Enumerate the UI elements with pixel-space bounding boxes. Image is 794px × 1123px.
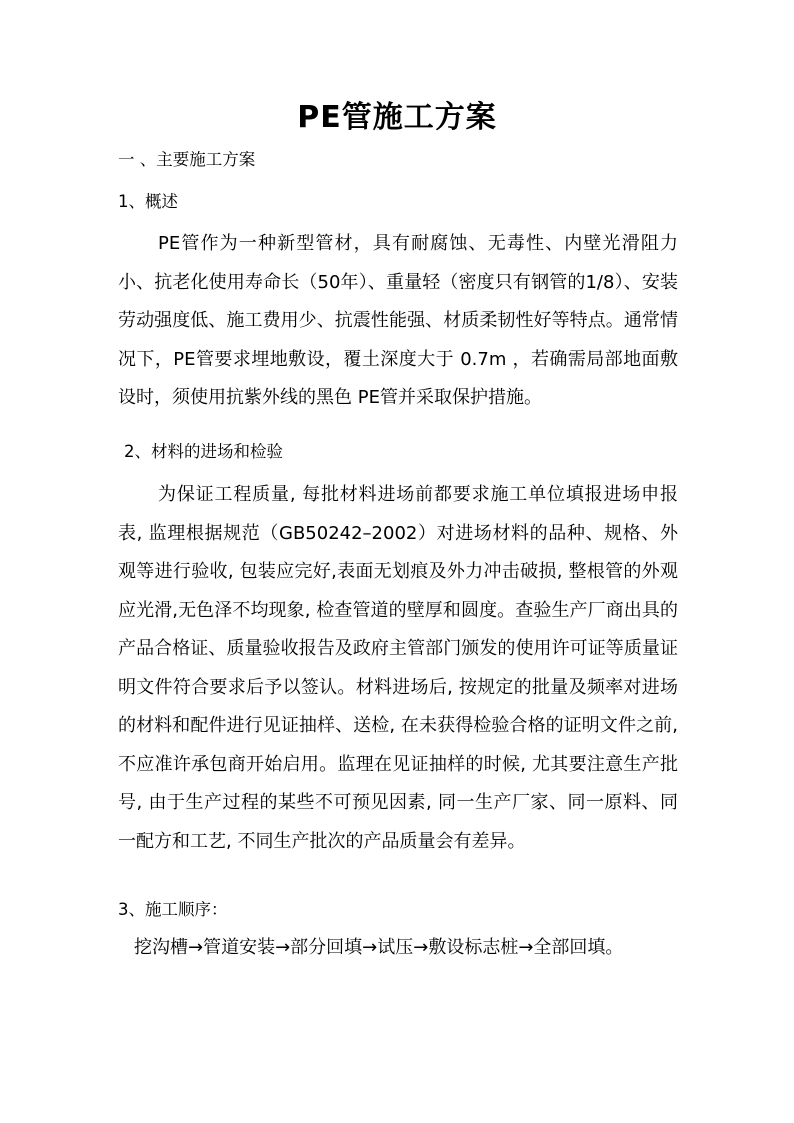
section-main-heading: 一 、主要施工方案 bbox=[118, 150, 256, 169]
construction-sequence: 挖沟槽→管道安装→部分回填→试压→敷设标志桩→全部回填。 bbox=[134, 937, 624, 958]
section-1-heading: 1、概述 bbox=[118, 192, 178, 211]
section-3-heading: 3、施工顺序： bbox=[118, 900, 228, 919]
document-title: PE管施工方案 bbox=[297, 100, 497, 135]
section-1-paragraph: PE管作为一种新型管材，具有耐腐蚀、无毒性、内壁光滑阻力小、抗老化使用寿命长（50年）、重量轻（密度只有钢管的1/8）、安装劳动强度低、施工费用少、抗震性能强、材质柔韧性好等特点。通常情况下，PE管要求埋地敷设，覆土深度大于 0.7m ，若确需局部地面敷设时，须使用抗紫外线的黑色 PE管并采取保护措施。 bbox=[118, 233, 678, 408]
section-2-paragraph: 为保证工程质量, 每批材料进场前都要求施工单位填报进场申报表, 监理根据规范（GB50242–2002）对进场材料的品种、规格、外观等进行验收, 包装应完好,表面无划痕及外力冲击破损, 整根管的外观应光滑,无色泽不均现象, 检查管道的壁厚和圆度。查验生产厂商出具的产品合格证、质量验收报告及政府主管部门颁发的使用许可证等质量证明文件符合要求后予以签认。材料进场后, 按规定的批量及频率对进场的材料和配件进行见证抽样、送检, 在未获得检验合格的证明文件之前, 不应准许承包商开始启用。监理在见证抽样的时候, 尤其要注意生产批号, 由于生产过程的某些不可预见因素, 同一生产厂家、同一原料、同一配方和工艺, 不同生产批次的产品质量会有差异。 bbox=[118, 484, 678, 852]
section-2-heading: 2、材料的进场和检验 bbox=[124, 442, 283, 461]
